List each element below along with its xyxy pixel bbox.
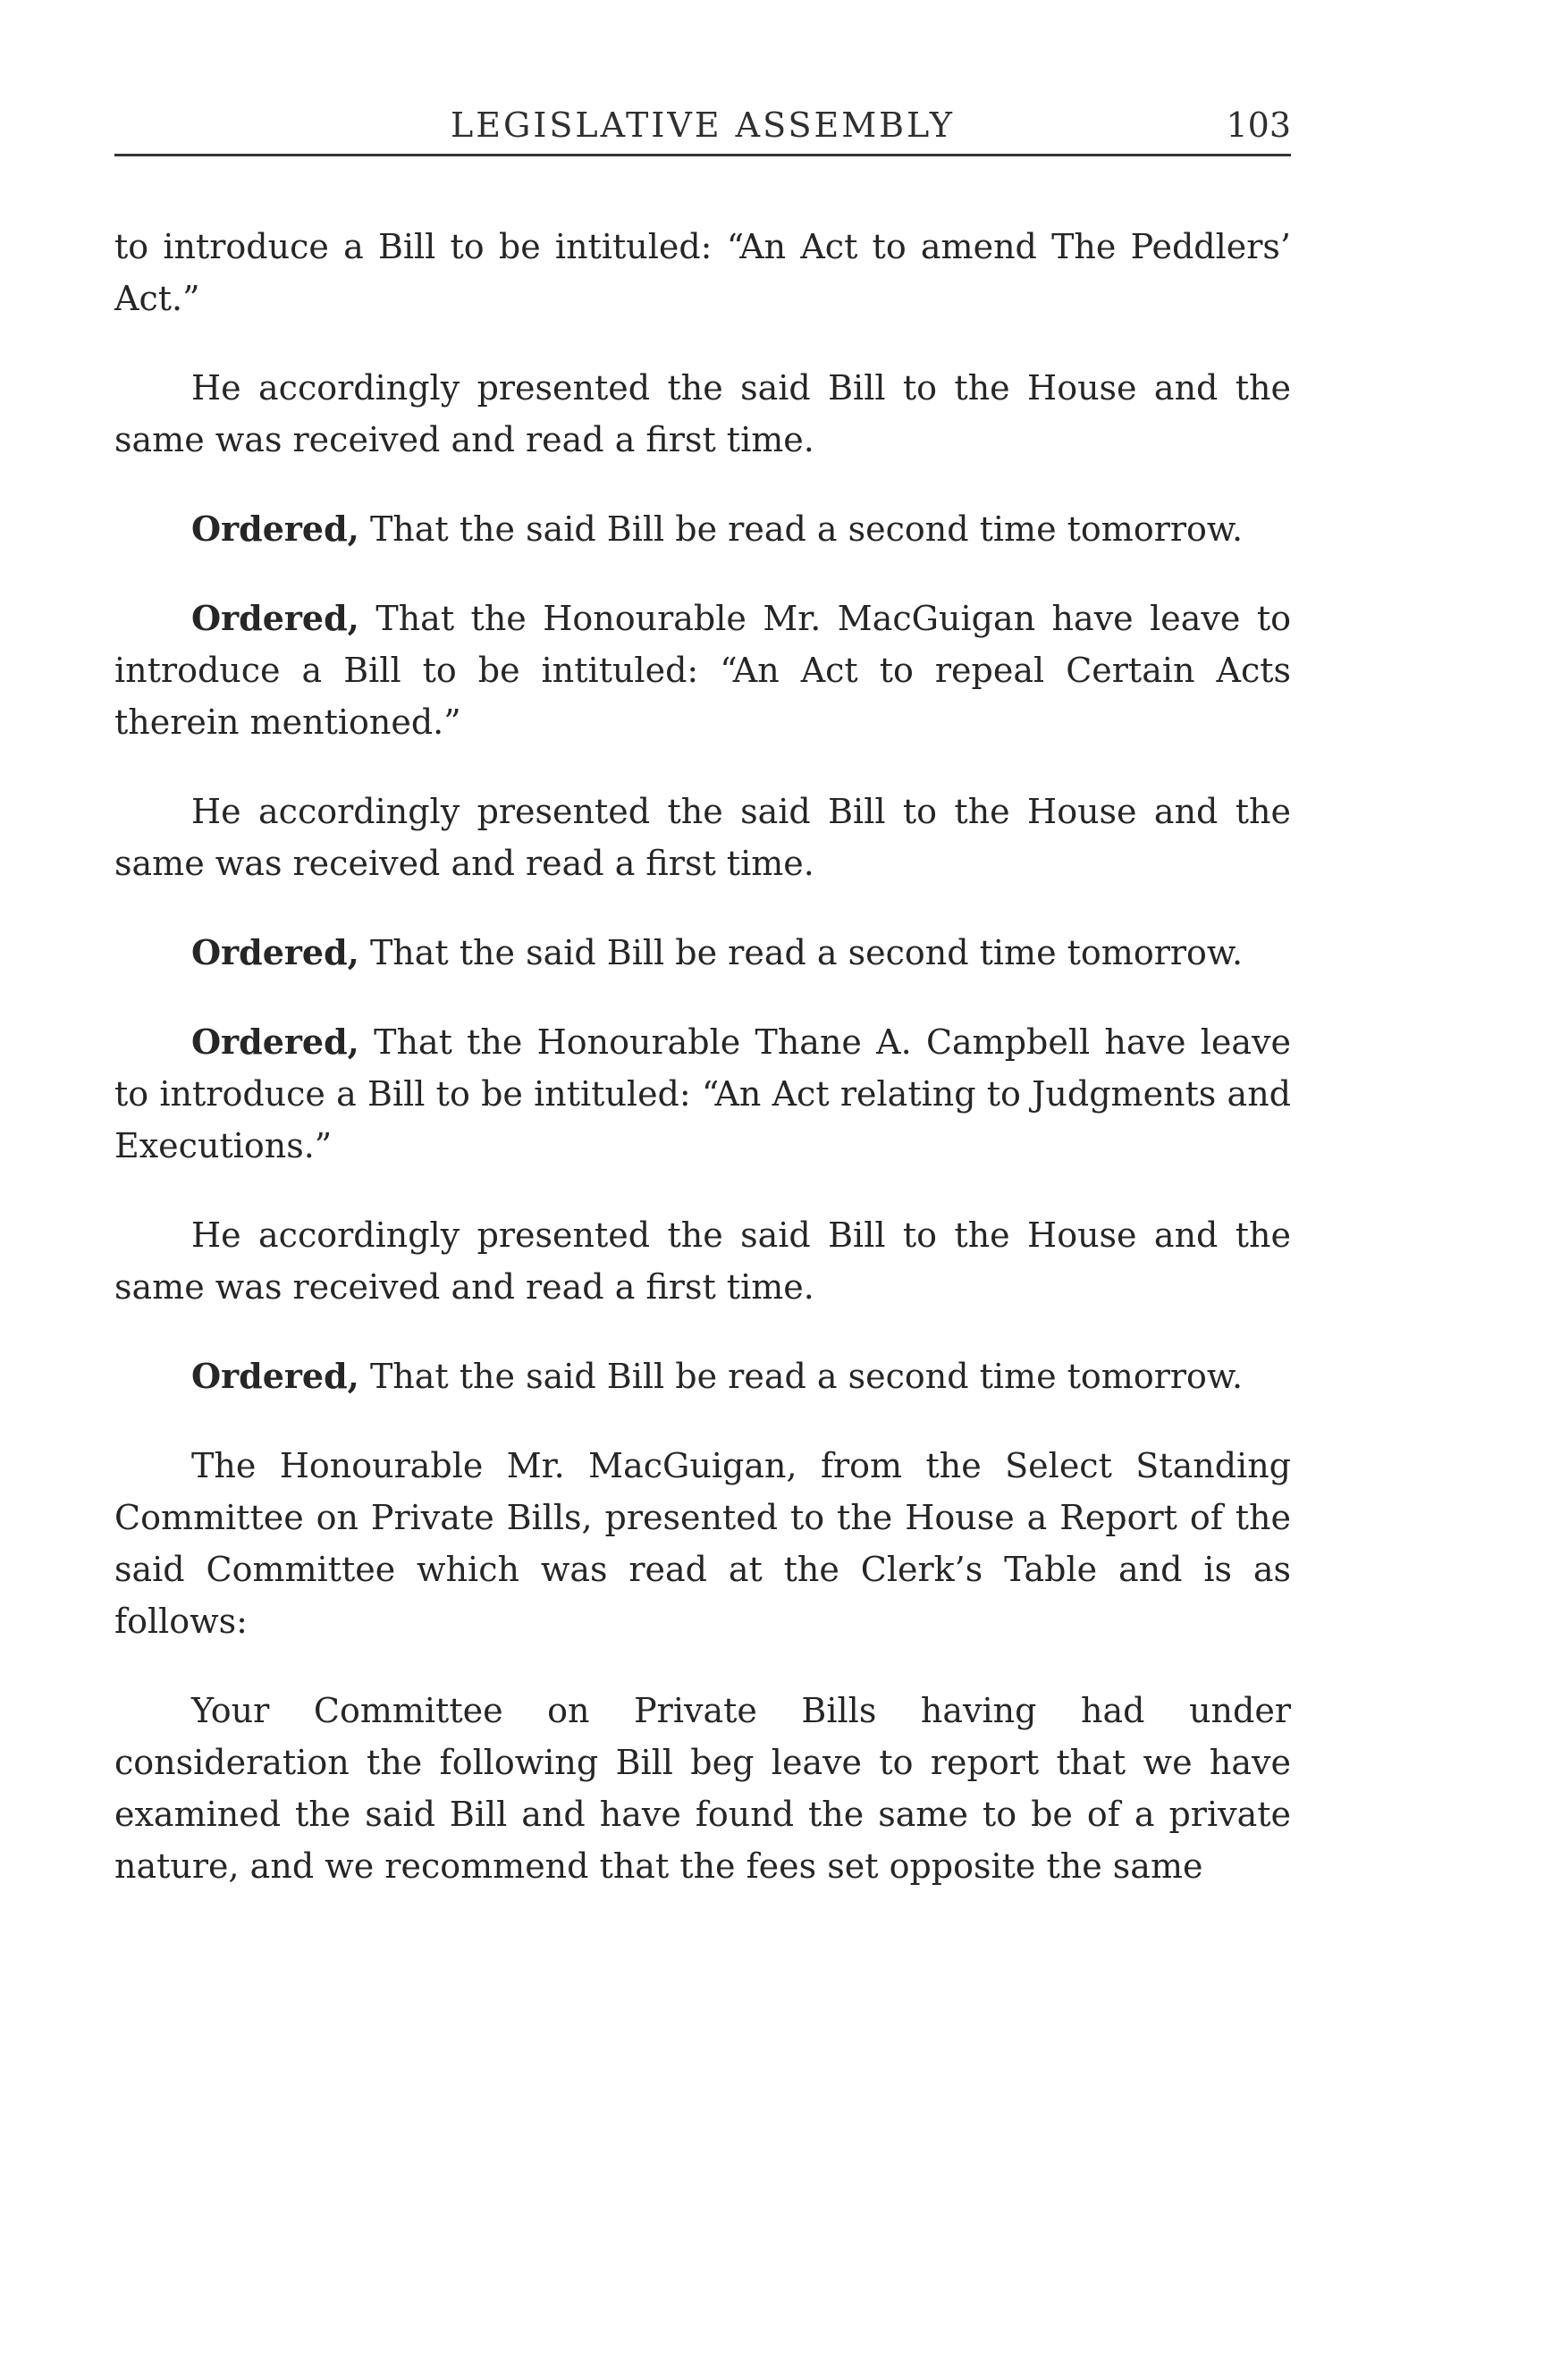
paragraph-text: He accordingly presented the said Bill to the House and the same was received and read a first time. xyxy=(114,792,1291,883)
paragraph-text: That the Honourable Thane A. Campbell have leave to introduce a Bill to be intituled: “An Act relating to Judgments and Executions.” xyxy=(114,1022,1291,1165)
paragraph-4 xyxy=(114,593,1291,748)
paragraph-text: That the said Bill be read a second time tomorrow. xyxy=(358,1357,1244,1396)
paragraph-lead: Ordered, xyxy=(191,1356,359,1396)
body-text xyxy=(114,221,1291,1892)
paragraph-9 xyxy=(114,1350,1291,1402)
paragraph-5 xyxy=(114,786,1291,889)
document-page xyxy=(114,98,1291,1930)
paragraph-1 xyxy=(114,221,1291,324)
paragraph-8 xyxy=(114,1209,1291,1313)
paragraph-7 xyxy=(114,1016,1291,1172)
paragraph-lead: Ordered, xyxy=(191,1022,359,1062)
running-title: LEGISLATIVE ASSEMBLY xyxy=(451,105,955,145)
paragraph-lead: Ordered, xyxy=(191,932,359,972)
paragraph-6 xyxy=(114,927,1291,979)
paragraph-text: That the Honourable Mr. MacGuigan have leave to introduce a Bill to be intituled: “An Act to repeal Certain Acts therein mentioned.” xyxy=(114,599,1291,742)
paragraph-text: That the said Bill be read a second time tomorrow. xyxy=(358,509,1244,549)
paragraph-lead: Ordered, xyxy=(191,598,359,638)
paragraph-text: to introduce a Bill to be intituled: “An Act to amend The Peddlers’ Act.” xyxy=(114,227,1291,318)
paragraph-text: That the said Bill be read a second time tomorrow. xyxy=(358,933,1244,972)
paragraph-3 xyxy=(114,503,1291,555)
paragraph-11 xyxy=(114,1685,1291,1892)
paragraph-lead: Ordered, xyxy=(191,509,359,549)
running-header xyxy=(114,98,1291,156)
paragraph-2 xyxy=(114,362,1291,466)
paragraph-text: The Honourable Mr. MacGuigan, from the Select Standing Committee on Private Bills, presented to the House a Report of the said Committee which was read at the Clerk’s Table and is as follows: xyxy=(114,1446,1291,1641)
paragraph-10 xyxy=(114,1440,1291,1647)
paragraph-text: He accordingly presented the said Bill to the House and the same was received and read a first time. xyxy=(114,368,1291,459)
page-number: 103 xyxy=(1226,105,1291,145)
paragraph-text: He accordingly presented the said Bill to the House and the same was received and read a first time. xyxy=(114,1215,1291,1307)
paragraph-text: Your Committee on Private Bills having had under consideration the following Bill beg leave to report that we have examined the said Bill and have found the same to be of a private nature, and we recommend that the fees set opposite the same xyxy=(114,1691,1291,1886)
